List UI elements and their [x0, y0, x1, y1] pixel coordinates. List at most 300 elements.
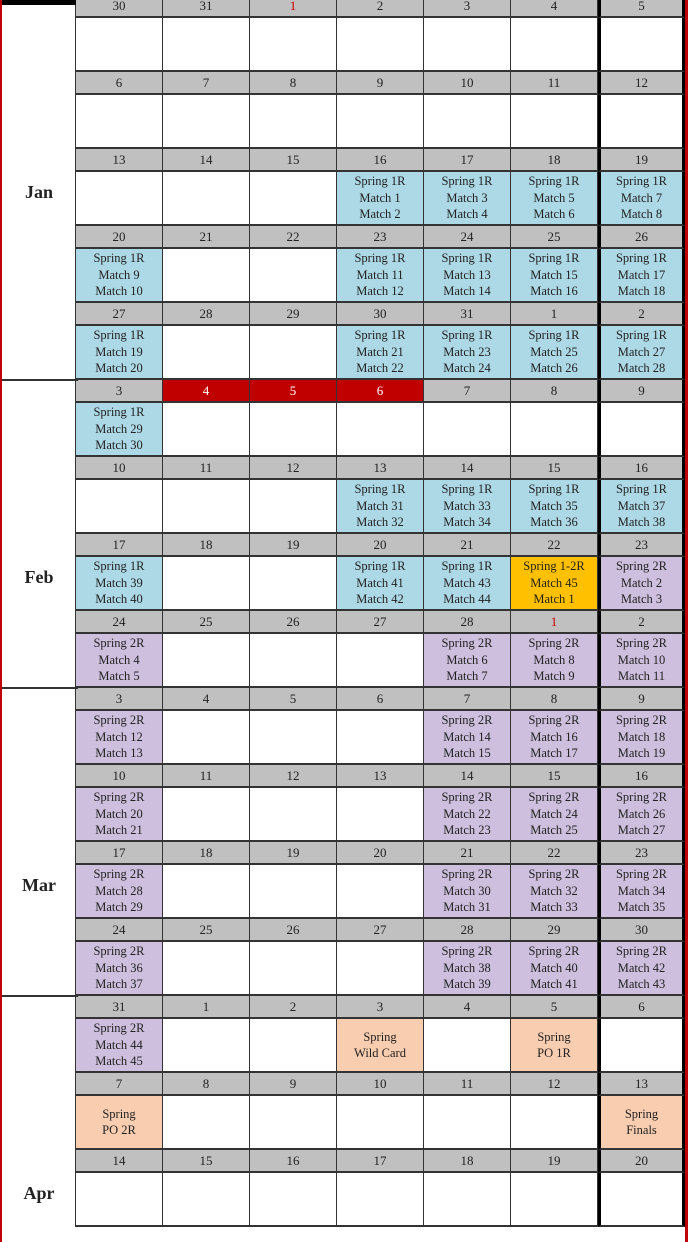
empty-day-cell [163, 249, 250, 303]
day-number: 26 [598, 226, 685, 249]
month-column [0, 688, 76, 711]
event-text: Match 8 [533, 652, 575, 667]
empty-day-cell [76, 172, 163, 226]
empty-day-cell [163, 557, 250, 611]
day-number: 13 [598, 1073, 685, 1096]
day-number: 26 [250, 919, 337, 942]
event-cell [76, 942, 163, 996]
event-text: Match 44 [95, 1037, 143, 1052]
week-header-row [0, 688, 690, 711]
event-text: Spring 1R [528, 328, 580, 343]
month-column [0, 1096, 76, 1150]
empty-day-cell [163, 18, 250, 72]
empty-day-cell [250, 634, 337, 688]
day-number: 4 [163, 380, 250, 403]
event-text: Spring 2R [528, 944, 580, 959]
day-number: 18 [163, 842, 250, 865]
event-cell [424, 249, 511, 303]
event-cell [598, 942, 685, 996]
empty-day-cell [250, 711, 337, 765]
event-text: Match 3 [446, 190, 488, 205]
event-text: Match 14 [443, 284, 491, 299]
event-cell [424, 557, 511, 611]
event-cell [511, 788, 598, 842]
event-text: Spring 1R [441, 251, 493, 266]
event-text: Spring 1R [441, 328, 493, 343]
day-number: 2 [250, 996, 337, 1019]
event-text: Match 10 [95, 284, 143, 299]
event-cell [337, 326, 424, 380]
event-text: Match 12 [95, 729, 143, 744]
week-header-row [0, 380, 690, 403]
empty-day-cell [424, 403, 511, 457]
event-text: Spring [537, 1029, 571, 1044]
day-number: 24 [424, 226, 511, 249]
day-number: 15 [511, 765, 598, 788]
day-number: 11 [424, 1073, 511, 1096]
event-text: PO 1R [537, 1046, 571, 1060]
day-number: 2 [598, 303, 685, 326]
week-header-row [0, 611, 690, 634]
event-cell [511, 711, 598, 765]
event-text: Match 6 [533, 207, 575, 222]
event-text: Match 30 [95, 438, 143, 453]
day-number: 23 [337, 226, 424, 249]
event-text: Match 37 [617, 498, 666, 513]
month-column [0, 1150, 76, 1173]
day-number: 4 [163, 688, 250, 711]
day-number: 16 [337, 149, 424, 172]
day-number: 31 [424, 303, 511, 326]
event-cell [76, 326, 163, 380]
day-number: 17 [76, 842, 163, 865]
day-number: 11 [163, 765, 250, 788]
event-text: Match 7 [446, 669, 488, 684]
month-column [0, 226, 76, 249]
week-header-row [0, 457, 690, 480]
empty-day-cell [337, 711, 424, 765]
event-text: Spring 2R [615, 867, 668, 882]
month-column [0, 942, 76, 996]
empty-day-cell [511, 95, 598, 149]
event-cell [337, 557, 424, 611]
event-text: Match 28 [617, 361, 666, 376]
event-text: Spring 2R [615, 790, 668, 805]
month-column [0, 919, 76, 942]
empty-day-cell [424, 18, 511, 72]
day-number: 5 [511, 996, 598, 1019]
event-text: Match 27 [617, 823, 666, 838]
week-body-row [0, 249, 690, 303]
empty-day-cell [598, 95, 685, 149]
event-text: Spring 1R [93, 559, 145, 574]
event-cell [598, 1096, 685, 1150]
event-text: Match 29 [95, 421, 143, 436]
empty-day-cell [76, 95, 163, 149]
day-number: 18 [424, 1150, 511, 1173]
event-cell [76, 711, 163, 765]
event-cell [337, 480, 424, 534]
event-text: Match 23 [443, 344, 491, 359]
day-number: 21 [163, 226, 250, 249]
event-text: Spring 1R [528, 251, 580, 266]
event-cell [424, 711, 511, 765]
event-text: Match 28 [95, 883, 143, 898]
month-label: Feb [24, 567, 54, 587]
event-text: Match 5 [98, 669, 140, 684]
day-number: 11 [163, 457, 250, 480]
event-text: Match 32 [530, 883, 578, 898]
event-cell [424, 326, 511, 380]
day-number: 12 [250, 765, 337, 788]
event-cell [424, 865, 511, 919]
empty-day-cell [163, 1019, 250, 1073]
week-body-row [0, 1019, 690, 1073]
empty-day-cell [163, 711, 250, 765]
event-text: Match 24 [530, 806, 578, 821]
event-text: Spring 2R [93, 636, 145, 651]
event-text: Spring 2R [441, 790, 493, 805]
empty-day-cell [424, 1173, 511, 1227]
day-number: 23 [598, 842, 685, 865]
day-number: 17 [76, 534, 163, 557]
day-number: 15 [163, 1150, 250, 1173]
day-number: 30 [598, 919, 685, 942]
week-body-row [0, 1096, 690, 1150]
month-column [0, 711, 76, 765]
event-text: Match 33 [443, 498, 491, 513]
event-text: Spring 1-2R [523, 559, 585, 574]
day-number: 14 [424, 765, 511, 788]
day-number: 10 [76, 457, 163, 480]
empty-day-cell [163, 865, 250, 919]
event-text: Spring 2R [441, 867, 493, 882]
event-text: Spring 1R [93, 251, 145, 266]
day-number: 1 [511, 303, 598, 326]
event-text: Spring 1R [354, 251, 406, 266]
empty-day-cell [250, 172, 337, 226]
event-text: Spring 2R [615, 636, 668, 651]
event-text: Match 36 [95, 960, 143, 975]
week-body-row [0, 403, 690, 457]
event-text: Match 38 [617, 515, 666, 530]
day-number: 25 [511, 226, 598, 249]
event-text: Match 40 [95, 592, 143, 607]
day-number: 16 [250, 1150, 337, 1173]
event-text: Match 24 [443, 361, 491, 376]
event-cell [76, 403, 163, 457]
day-number: 3 [76, 380, 163, 403]
week-body-row [0, 1173, 690, 1227]
event-text: Match 1 [533, 592, 575, 607]
empty-day-cell [337, 403, 424, 457]
event-text: Match 36 [530, 515, 578, 530]
day-number: 18 [163, 534, 250, 557]
day-number: 3 [424, 0, 511, 18]
event-text: Spring 1R [528, 482, 580, 497]
event-text: Match 16 [530, 284, 578, 299]
week-body-row [0, 557, 690, 611]
day-number: 27 [337, 919, 424, 942]
event-text: Match 19 [95, 344, 143, 359]
day-number: 6 [598, 996, 685, 1019]
day-number: 29 [511, 919, 598, 942]
empty-day-cell [424, 1019, 511, 1073]
event-text: Spring 2R [93, 1021, 145, 1036]
empty-day-cell [163, 634, 250, 688]
day-number: 11 [511, 72, 598, 95]
right-frame-border [685, 0, 688, 1242]
event-cell [598, 249, 685, 303]
day-number: 15 [511, 457, 598, 480]
event-text: Spring 1R [93, 328, 145, 343]
week-body-row [0, 942, 690, 996]
event-text: Match 37 [95, 977, 143, 992]
empty-day-cell [337, 1173, 424, 1227]
day-number: 3 [337, 996, 424, 1019]
day-number: 12 [250, 457, 337, 480]
event-text: Spring 2R [93, 713, 145, 728]
day-number: 8 [163, 1073, 250, 1096]
week-header-row [0, 765, 690, 788]
event-text: Spring 2R [528, 867, 580, 882]
event-cell [598, 172, 685, 226]
day-number: 10 [424, 72, 511, 95]
day-number: 2 [337, 0, 424, 18]
event-text: Match 16 [530, 729, 578, 744]
day-number: 4 [424, 996, 511, 1019]
empty-day-cell [424, 95, 511, 149]
day-number: 10 [337, 1073, 424, 1096]
event-text: Match 15 [443, 746, 491, 761]
event-cell [424, 480, 511, 534]
day-number: 22 [511, 534, 598, 557]
event-text: Match 3 [620, 592, 663, 607]
week-header-row [0, 226, 690, 249]
empty-day-cell [511, 1096, 598, 1150]
day-number: 20 [76, 226, 163, 249]
day-number: 8 [511, 380, 598, 403]
day-number: 16 [598, 765, 685, 788]
event-cell [511, 249, 598, 303]
day-number: 2 [598, 611, 685, 634]
month-column [0, 1073, 76, 1096]
day-number: 27 [76, 303, 163, 326]
empty-day-cell [163, 403, 250, 457]
event-cell [424, 172, 511, 226]
empty-day-cell [511, 18, 598, 72]
event-text: Match 26 [617, 806, 666, 821]
event-cell [598, 557, 685, 611]
day-number: 21 [424, 842, 511, 865]
event-text: Match 1 [359, 190, 401, 205]
event-cell [76, 1096, 163, 1150]
event-text: Spring 2R [93, 944, 145, 959]
event-text: Match 21 [356, 344, 404, 359]
event-text: Wild Card [354, 1046, 406, 1060]
event-text: Spring 1R [441, 482, 493, 497]
empty-day-cell [250, 1019, 337, 1073]
event-text: Match 5 [533, 190, 575, 205]
week-body-row [0, 634, 690, 688]
event-text: Match 21 [95, 823, 143, 838]
event-cell [76, 865, 163, 919]
event-text: Match 43 [617, 977, 666, 992]
day-number: 1 [511, 611, 598, 634]
empty-day-cell [250, 403, 337, 457]
event-text: Match 23 [443, 823, 491, 838]
empty-day-cell [250, 1096, 337, 1150]
event-cell [598, 634, 685, 688]
empty-day-cell [76, 18, 163, 72]
month-column [0, 18, 76, 72]
empty-day-cell [163, 172, 250, 226]
month-separator [2, 687, 78, 689]
week-header-row [0, 0, 690, 18]
empty-day-cell [76, 480, 163, 534]
event-text: Spring [363, 1029, 397, 1044]
event-text: Spring 2R [528, 636, 580, 651]
day-number: 1 [250, 0, 337, 18]
day-number: 29 [250, 303, 337, 326]
day-number: 9 [337, 72, 424, 95]
day-number: 24 [76, 611, 163, 634]
event-text: Match 40 [530, 960, 578, 975]
event-text: Finals [626, 1123, 657, 1137]
week-body-row [0, 865, 690, 919]
event-text: Spring 1R [93, 405, 145, 420]
empty-day-cell [250, 865, 337, 919]
top-border-bar [0, 0, 76, 5]
event-text: Match 7 [620, 190, 663, 205]
event-cell [76, 557, 163, 611]
event-cell [511, 480, 598, 534]
event-text: Match 8 [620, 207, 663, 222]
event-text: Match 4 [446, 207, 488, 222]
event-text: Match 32 [356, 515, 404, 530]
event-text: Spring [102, 1106, 136, 1121]
day-number: 9 [250, 1073, 337, 1096]
day-number: 25 [163, 611, 250, 634]
day-number: 13 [337, 457, 424, 480]
day-number: 20 [598, 1150, 685, 1173]
left-frame-border [0, 0, 2, 1242]
week-header-row [0, 919, 690, 942]
day-number: 28 [424, 611, 511, 634]
day-number: 28 [163, 303, 250, 326]
empty-day-cell [163, 1173, 250, 1227]
event-text: Match 30 [443, 883, 491, 898]
event-text: Match 41 [530, 977, 578, 992]
empty-day-cell [163, 480, 250, 534]
event-text: Match 22 [443, 806, 491, 821]
empty-day-cell [598, 403, 685, 457]
week-header-row [0, 1150, 690, 1173]
empty-day-cell [337, 634, 424, 688]
day-number: 24 [76, 919, 163, 942]
day-number: 9 [598, 380, 685, 403]
day-number: 20 [337, 842, 424, 865]
day-number: 31 [76, 996, 163, 1019]
month-column [0, 403, 76, 457]
event-text: Spring 1R [615, 482, 668, 497]
event-text: Match 12 [356, 284, 404, 299]
day-number: 9 [598, 688, 685, 711]
event-text: Match 9 [98, 267, 140, 282]
week-header-row [0, 72, 690, 95]
event-text: Match 35 [530, 498, 578, 513]
event-text: Match 11 [617, 669, 666, 684]
empty-day-cell [250, 557, 337, 611]
event-text: Match 34 [443, 515, 491, 530]
day-number: 15 [250, 149, 337, 172]
event-text: Match 38 [443, 960, 491, 975]
week-body-row [0, 18, 690, 72]
empty-day-cell [250, 18, 337, 72]
empty-day-cell [163, 95, 250, 149]
event-cell [511, 557, 598, 611]
empty-day-cell [163, 942, 250, 996]
week-body-row [0, 788, 690, 842]
empty-day-cell [250, 249, 337, 303]
event-cell [337, 249, 424, 303]
event-text: Spring 1R [615, 328, 668, 343]
day-number: 5 [250, 688, 337, 711]
week-header-row [0, 303, 690, 326]
month-separator [2, 379, 78, 381]
empty-day-cell [163, 788, 250, 842]
day-number: 7 [76, 1073, 163, 1096]
month-column [0, 249, 76, 303]
event-text: Spring 2R [93, 867, 145, 882]
day-number: 13 [76, 149, 163, 172]
empty-day-cell [250, 1173, 337, 1227]
empty-day-cell [337, 95, 424, 149]
event-text: Match 19 [617, 746, 666, 761]
event-text: Match 25 [530, 344, 578, 359]
event-text: Match 11 [356, 267, 404, 282]
week-body-row [0, 172, 690, 226]
day-number: 20 [337, 534, 424, 557]
event-text: Spring 1R [615, 174, 668, 189]
empty-day-cell [76, 1173, 163, 1227]
event-text: Match 17 [617, 267, 666, 282]
event-text: Match 26 [530, 361, 578, 376]
empty-day-cell [511, 1173, 598, 1227]
event-text: Spring 1R [354, 174, 406, 189]
month-column [0, 72, 76, 95]
empty-day-cell [163, 326, 250, 380]
event-text: Match 18 [617, 284, 666, 299]
event-text: Match 13 [95, 746, 143, 761]
month-column [0, 303, 76, 326]
event-text: Spring 1R [354, 482, 406, 497]
empty-day-cell [424, 1096, 511, 1150]
day-number: 6 [337, 380, 424, 403]
empty-day-cell [337, 1096, 424, 1150]
event-text: Match 13 [443, 267, 491, 282]
day-number: 1 [163, 996, 250, 1019]
day-number: 25 [163, 919, 250, 942]
event-cell [424, 634, 511, 688]
event-text: Match 42 [617, 960, 666, 975]
day-number: 14 [424, 457, 511, 480]
event-text: Spring 2R [93, 790, 145, 805]
event-text: Match 20 [95, 361, 143, 376]
day-number: 8 [250, 72, 337, 95]
day-number: 19 [250, 842, 337, 865]
event-text: Spring 1R [615, 251, 668, 266]
